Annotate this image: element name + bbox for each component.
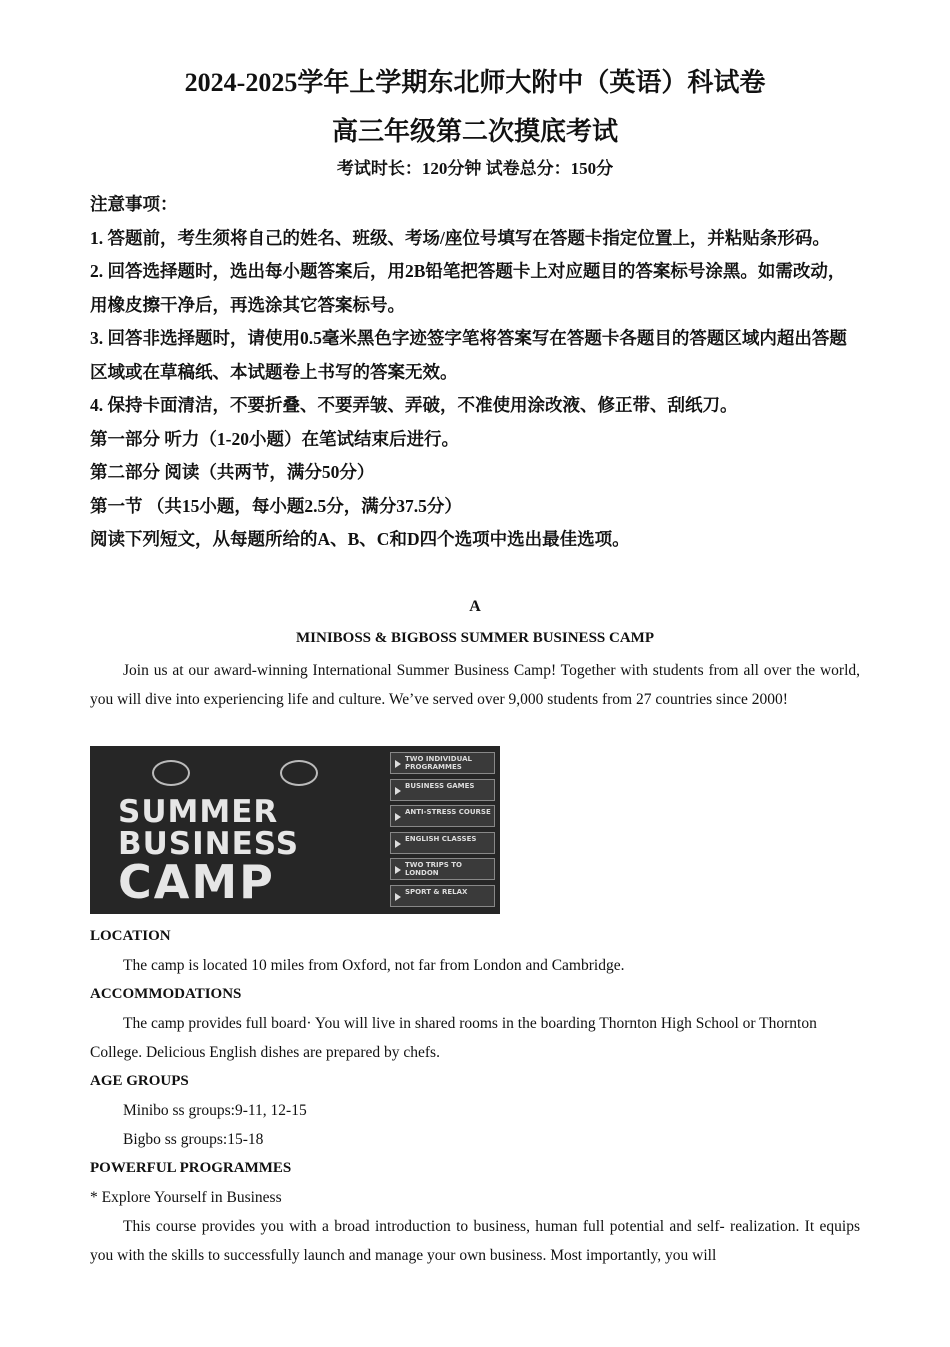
section1-heading: 第一节 （共15小题，每小题2.5分，满分37.5分） <box>90 495 462 516</box>
banner-line: BUSINESS <box>118 826 300 862</box>
age-group-mini: Minibo ss groups:9-11, 12-15 <box>123 1102 307 1119</box>
part1-note: 第一部分 听力（1-20小题）在笔试结束后进行。 <box>90 428 459 449</box>
banner-tag: TWO INDIVIDUAL PROGRAMMES <box>390 752 495 774</box>
passage-label: A <box>469 598 481 615</box>
accommodations-text-cont: College. Delicious English dishes are prepared by chefs. <box>90 1044 440 1061</box>
location-heading: LOCATION <box>90 928 171 944</box>
exam-info: 考试时长：120分钟 试卷总分：150分 <box>336 159 614 178</box>
banner-tag: SPORT & RELAX <box>390 885 495 907</box>
notice-item: 2. 回答选择题时，选出每小题答案后，用2B铅笔把答题卡上对应题目的答案标号涂黑。如需改动，用橡皮擦干净后，再选涂其它答案标号。 <box>90 261 846 315</box>
banner-line: SUMMER <box>118 794 279 830</box>
banner-tag-list <box>390 752 495 911</box>
part2-heading: 第二部分 阅读（共两节，满分50分） <box>90 462 375 482</box>
summer-camp-banner-image <box>90 746 500 914</box>
banner-line: CAMP <box>118 855 275 909</box>
notice-item: 1. 答题前，考生须将自己的姓名、班级、考场/座位号填写在答题卡指定位置上，并粘贴条形码。 <box>90 227 830 248</box>
passage-intro: Join us at our award-winning International Summer Business Camp! Together with students from all over the world, you will dive into experiencing life and culture. We’ve served over 9,000 students from 27 countries since 2000! <box>90 662 860 708</box>
notice-item: 4. 保持卡面清洁，不要折叠、不要弄皱、弄破，不准使用涂改液、修正带、刮纸刀。 <box>90 395 738 415</box>
programmes-heading: POWERFUL PROGRAMMES <box>90 1160 292 1176</box>
notice-section <box>90 188 860 557</box>
banner-tag: ENGLISH CLASSES <box>390 832 495 854</box>
notice-heading: 注意事项： <box>90 194 178 214</box>
notice-item: 3. 回答非选择题时，请使用0.5毫米黑色字迹签字笔将答案写在答题卡各题目的答题区域内超出答题区域或在草稿纸、本试题卷上书写的答案无效。 <box>90 328 847 382</box>
emblem-icon <box>280 760 318 786</box>
accommodations-text: The camp provides full board· You will live in shared rooms in the boarding Thornton High School or Thornton <box>123 1015 817 1032</box>
emblem-icon <box>152 760 190 786</box>
programme-title: * Explore Yourself in Business <box>90 1189 282 1206</box>
passage-title: MINIBOSS & BIGBOSS SUMMER BUSINESS CAMP <box>296 630 654 646</box>
banner-tag: BUSINESS GAMES <box>390 779 495 801</box>
exam-title: 2024-2025学年上学期东北师大附中（英语）科试卷 <box>184 68 766 97</box>
programme-text: This course provides you with a broad introduction to business, human full potential and self- realization. It equips you with the skills to successfully launch and manage your own business. Most importantly, you will <box>90 1218 860 1264</box>
banner-tag: TWO TRIPS TO LONDON <box>390 858 495 880</box>
age-group-big: Bigbo ss groups:15-18 <box>123 1131 264 1148</box>
banner-tag: ANTI-STRESS COURSE <box>390 805 495 827</box>
reading-instruction: 阅读下列短文，从每题所给的A、B、C和D四个选项中选出最佳选项。 <box>90 529 630 549</box>
age-groups-heading: AGE GROUPS <box>90 1073 189 1089</box>
exam-subtitle: 高三年级第二次摸底考试 <box>331 117 618 146</box>
accommodations-heading: ACCOMMODATIONS <box>90 986 242 1002</box>
passage-body <box>90 922 860 1270</box>
location-text: The camp is located 10 miles from Oxford, not far from London and Cambridge. <box>123 957 625 974</box>
banner-heading <box>118 794 300 909</box>
